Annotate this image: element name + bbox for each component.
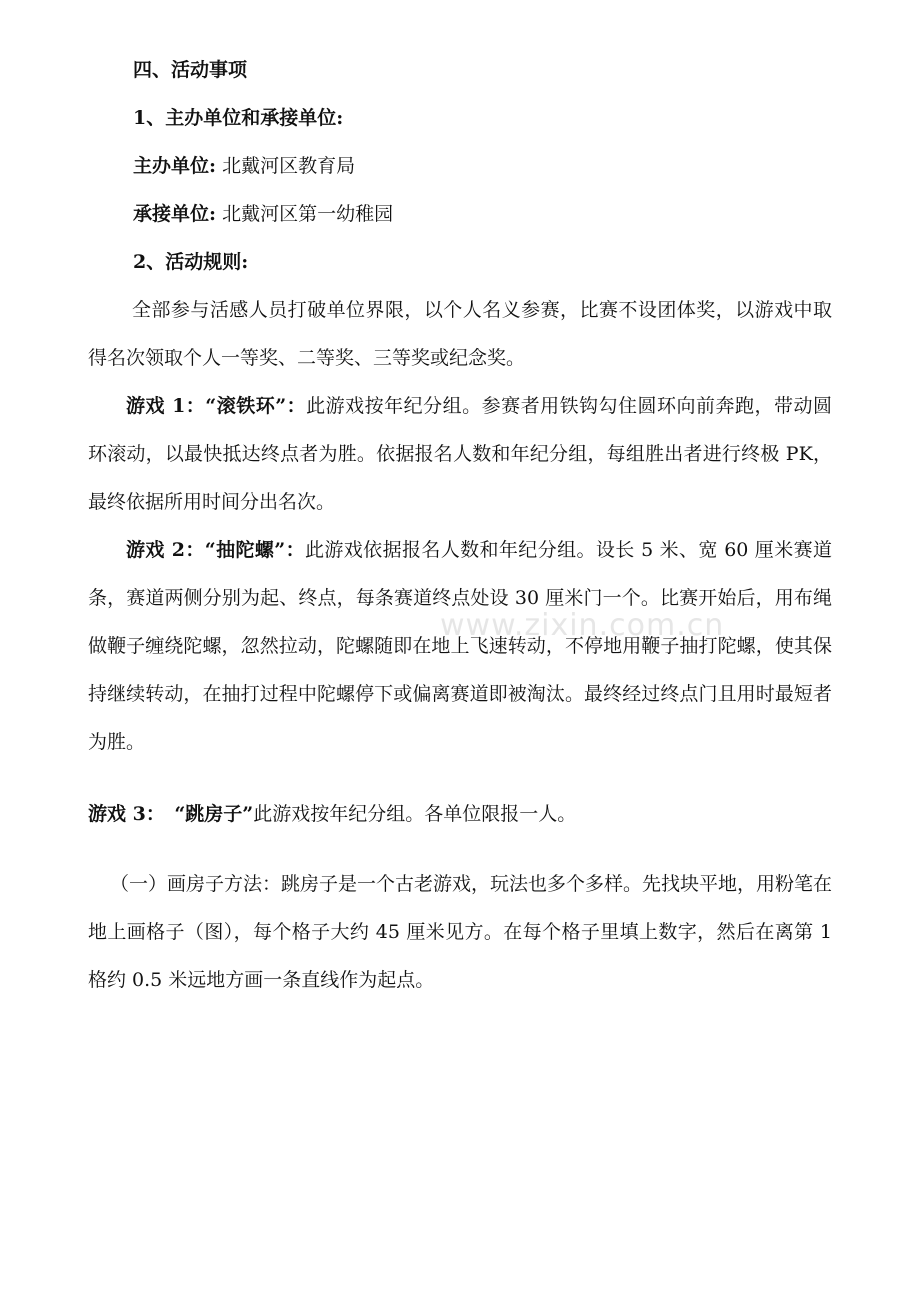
- organizer-heading: 1、主办单位和承接单位:: [133, 107, 344, 129]
- section-heading: 四、活动事项: [133, 59, 248, 81]
- game2-text: 此游戏依据报名人数和年纪分组。设长 5 米、宽 60 厘米赛道 条，赛道两侧分别为起、终点，每条赛道终点处设 30 厘米门一个。比赛开始后，用布绳做鞭子缠绕陀螺，忽然拉动，陀螺随即在地上飞速转动，不停地用鞭子抽打陀螺，使其保持继续转动，在抽打过程中陀螺停下或偏离赛道即被淘汰。最终经过终点门且用时最短者为胜。: [88, 539, 851, 753]
- watermark: www.zixin.com.cn: [440, 608, 725, 643]
- game3-label: 游戏 3： “跳房子”: [88, 803, 254, 825]
- undertaker-label: 承接单位:: [133, 203, 217, 225]
- game1-paragraph: [88, 382, 832, 526]
- game1-label: 游戏 1：“滚铁环”：: [126, 395, 307, 417]
- game2-label: 游戏 2：“抽陀螺”：: [126, 539, 305, 561]
- rules-paragraph: 全部参与活感人员打破单位界限，以个人名义参赛，比赛不设团体奖，以游戏中取得名次领取个人一等奖、二等奖、三等奖或纪念奖。: [88, 299, 832, 369]
- host-label: 主办单位:: [133, 155, 217, 177]
- host-line: [133, 154, 355, 178]
- game3-text: 此游戏按年纪分组。各单位限报一人。: [253, 803, 577, 825]
- rules-heading: 2、活动规则:: [133, 251, 249, 273]
- game2-paragraph: [88, 526, 851, 766]
- method-paragraph: （一）画房子方法：跳房子是一个古老游戏，玩法也多个多样。先找块平地，用粉笔在地上画格子（图），每个格子大约 45 厘米见方。在每个格子里填上数字，然后在离第 1 格约 0.5 米远地方画一条直线作为起点。: [88, 873, 833, 991]
- game1-text: 此游戏按年纪分组。参赛者用铁钩勾住圆环向前奔跑，带动圆环滚动，以最快抵达终点者为胜。依据报名人数和年纪分组，每组胜出者进行终极 PK，最终依据所用时间分出名次。: [88, 395, 832, 513]
- game3-paragraph: [88, 790, 832, 838]
- host-value: 北戴河区教育局: [222, 155, 356, 177]
- undertaker-value: 北戴河区第一幼稚园: [222, 203, 394, 225]
- undertaker-line: [133, 202, 393, 226]
